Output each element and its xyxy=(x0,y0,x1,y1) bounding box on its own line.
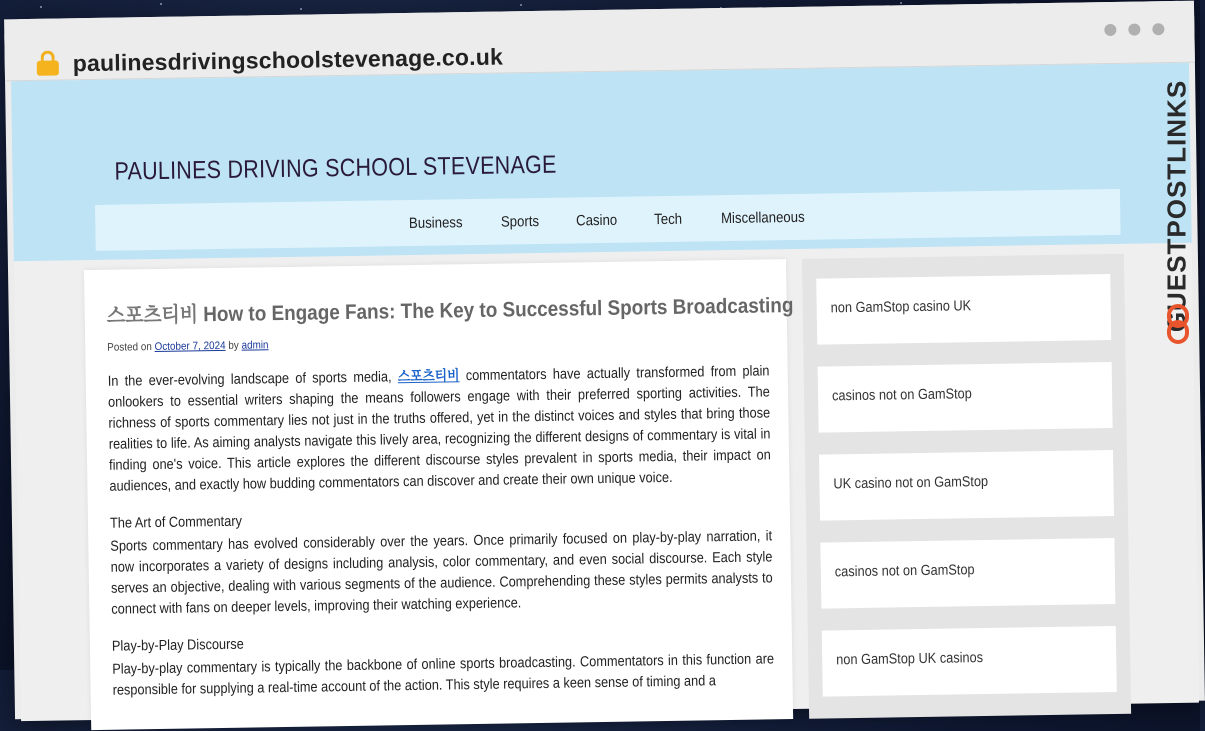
section-heading: Play-by-Play Discourse xyxy=(111,636,244,655)
nav-item-miscellaneous[interactable]: Miscellaneous xyxy=(721,208,806,227)
window-controls xyxy=(1104,23,1164,36)
sidebar-link-label[interactable]: non GamStop UK casinos xyxy=(836,650,984,669)
window-dot-icon[interactable] xyxy=(1128,23,1140,35)
lock-icon xyxy=(37,50,59,72)
nav-item-casino[interactable]: Casino xyxy=(575,211,618,229)
intro-text-before: In the ever-evolving landscape of sports media, xyxy=(107,369,392,390)
meta-by: by xyxy=(228,339,239,352)
sidebar-link[interactable] xyxy=(822,626,1117,697)
nav-item-business[interactable]: Business xyxy=(408,213,463,232)
brand-name: GUESTPOSTLINKS xyxy=(1161,79,1192,333)
intro-link[interactable]: 스포츠티비 xyxy=(397,368,460,386)
nav-item-sports[interactable]: Sports xyxy=(500,212,539,231)
post-title xyxy=(106,290,794,329)
sidebar-link[interactable] xyxy=(820,538,1115,609)
sidebar-link-label[interactable]: UK casino not on GamStop xyxy=(833,473,989,493)
intro-text-after: commentators have actually transformed from plain onlookers to essential writers shaping the means followers engage with their preferred sporting activities. The richness of sports commentary lies not just in the truths offered, yet in the distinct voices and styles that bring those realities to life. As aiming analysts navigate this lively area, recognizing the different designs of commentary is vital in finding one's voice. This article explores the different discourse styles prevalent in sports media, their impact on audiences, and exactly how budding commentators can discover and create their own unique voice. xyxy=(107,363,771,495)
sidebar-link[interactable] xyxy=(818,362,1113,433)
section-heading: The Art of Commentary xyxy=(109,513,243,532)
sidebar-link-label[interactable]: casinos not on GamStop xyxy=(831,386,972,405)
nav-item-tech[interactable]: Tech xyxy=(653,210,682,228)
chain-link-icon xyxy=(1166,304,1190,344)
window-dot-icon[interactable] xyxy=(1152,23,1164,35)
site-header xyxy=(11,63,1192,261)
post-meta xyxy=(107,339,268,354)
post-article xyxy=(84,259,793,730)
sidebar-link[interactable] xyxy=(816,274,1111,345)
post-title-korean: 스포츠티비 xyxy=(106,303,199,328)
section-paragraph: Play-by-play commentary is typically the backbone of online sports broadcasting. Commentators in this function are responsible for supplying a real-time account of the action. This style requires a keen sense of timing and a xyxy=(112,651,775,699)
post-body xyxy=(108,361,775,717)
post-date-link[interactable]: October 7, 2024 xyxy=(154,339,226,354)
post-title-text: How to Engage Fans: The Key to Successful Sports Broadcasting xyxy=(203,293,794,327)
browser-window xyxy=(4,1,1205,720)
sidebar xyxy=(802,254,1131,719)
url-text[interactable]: paulinesdrivingschoolstevenage.co.uk xyxy=(72,43,504,77)
guestpostlinks-watermark xyxy=(1158,56,1196,356)
page-viewport xyxy=(11,63,1199,721)
sidebar-link-label[interactable]: casinos not on GamStop xyxy=(834,562,975,581)
main-nav xyxy=(95,189,1121,251)
sidebar-link[interactable] xyxy=(819,450,1114,521)
site-title[interactable]: PAULINES DRIVING SCHOOL STEVENAGE xyxy=(114,150,557,186)
section-paragraph: Sports commentary has evolved considerably over the years. Once primarily focused on play-by-play narration, it now incorporates a variety of designs including analysis, color commentary, and even social discourse. Each style serves an objective, dealing with various segments of the audience. Comprehending these styles permits analysts to connect with fans on deeper levels, improving their watching experience. xyxy=(110,528,773,618)
intro-paragraph xyxy=(108,361,772,497)
sidebar-link-label[interactable]: non GamStop casino UK xyxy=(830,298,972,317)
post-author-link[interactable]: admin xyxy=(241,339,269,352)
window-dot-icon[interactable] xyxy=(1104,24,1116,36)
meta-posted-on: Posted on xyxy=(107,341,152,354)
